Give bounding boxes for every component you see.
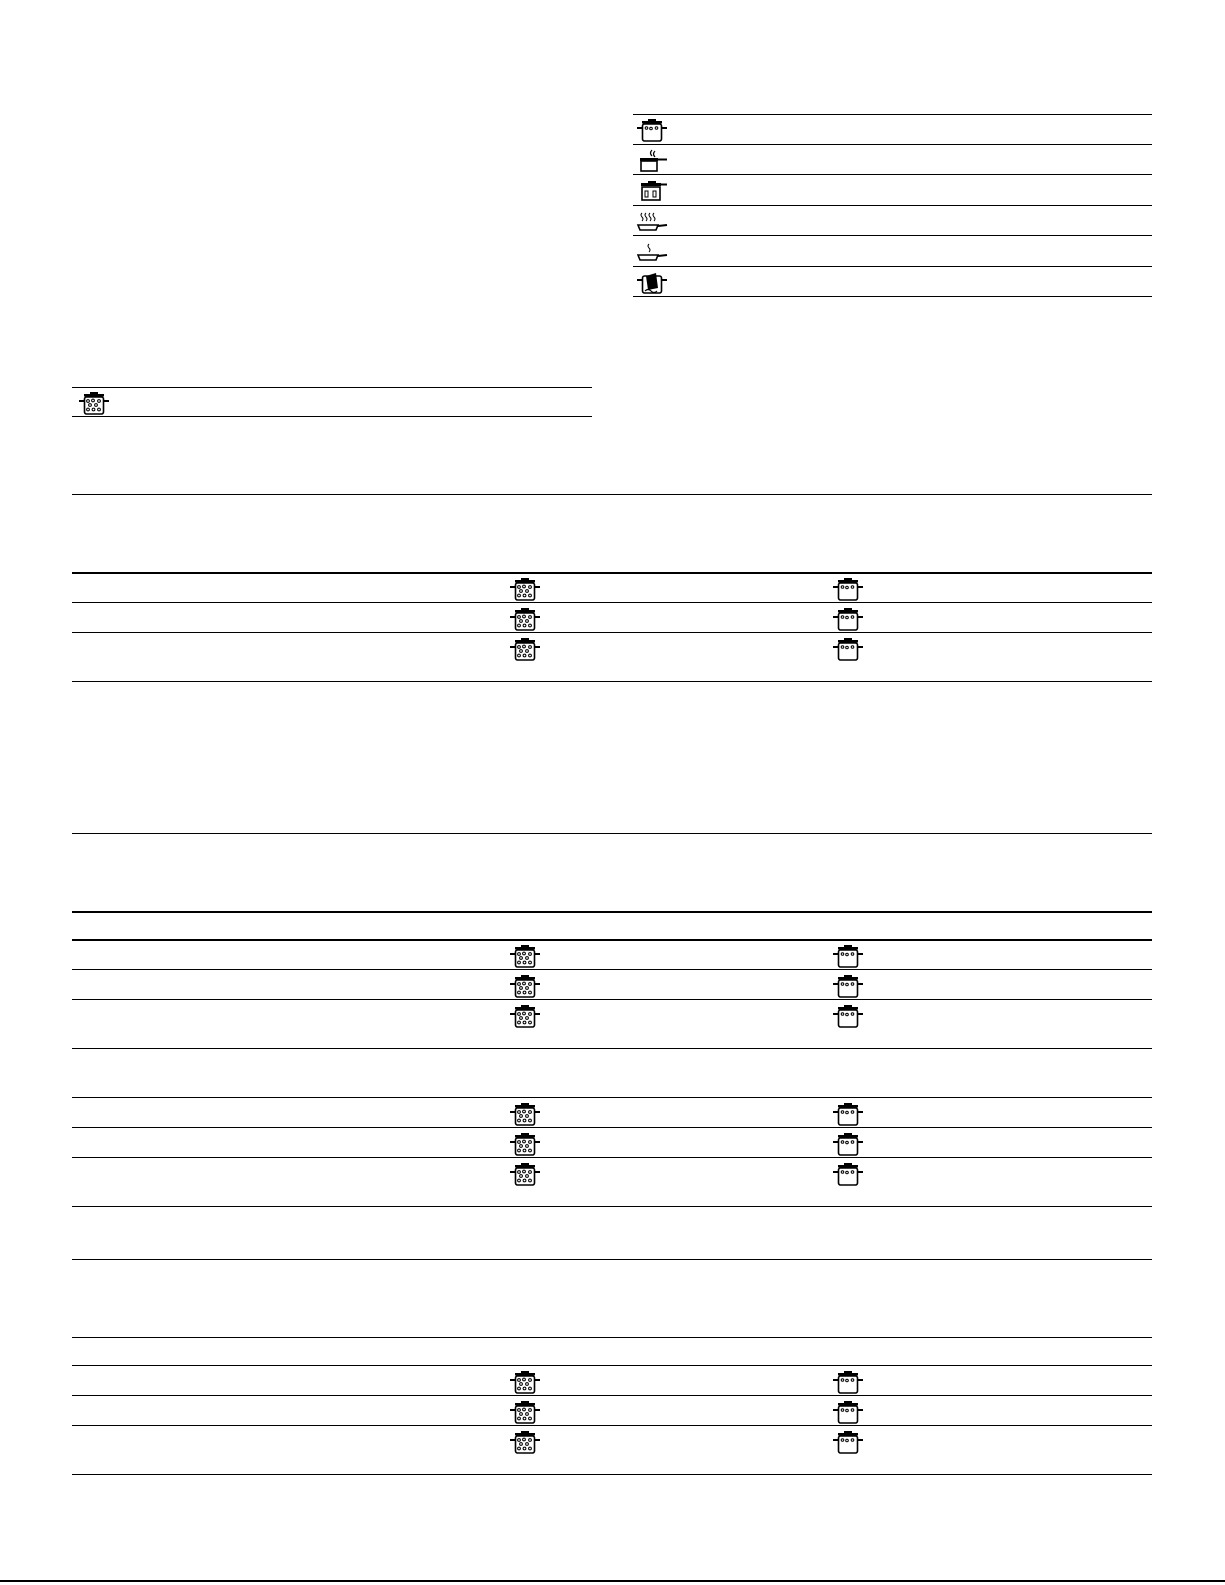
pot-light-icon xyxy=(832,637,864,663)
pot-light-icon xyxy=(832,1102,864,1128)
table-rule xyxy=(72,1395,1152,1396)
pot-full-icon xyxy=(509,1400,541,1426)
pot-light-icon xyxy=(832,1162,864,1188)
pot-light-icon xyxy=(832,577,864,603)
pot-full-icon xyxy=(509,1430,541,1456)
legend-rule-top xyxy=(633,114,1152,115)
pot-light-icon xyxy=(832,1370,864,1396)
pot-full-icon xyxy=(509,1102,541,1128)
pot-with-book-icon xyxy=(636,270,668,296)
pot-light-icon xyxy=(832,974,864,1000)
pot-with-items-icon xyxy=(636,178,668,204)
pot-full-icon xyxy=(509,944,541,970)
legend-rule xyxy=(633,205,1152,206)
page-bottom-rule xyxy=(0,1580,1225,1582)
pot-with-food-icon xyxy=(636,118,668,144)
legend-rule xyxy=(633,235,1152,236)
table-rule xyxy=(72,681,1152,682)
pressure-cooker-icon xyxy=(636,148,668,174)
pot-full-icon xyxy=(509,577,541,603)
table-rule xyxy=(72,1048,1152,1049)
table-rule xyxy=(72,1474,1152,1475)
pot-light-icon xyxy=(832,1430,864,1456)
table-rule xyxy=(72,602,1152,603)
pot-full-icon xyxy=(509,607,541,633)
table-rule xyxy=(72,999,1152,1000)
legend-rule xyxy=(633,266,1152,267)
key-rule-top xyxy=(72,387,592,388)
frying-pan-steam-icon xyxy=(636,209,668,235)
pot-full-icon xyxy=(509,1004,541,1030)
legend-rule xyxy=(633,144,1152,145)
table-rule xyxy=(72,1337,1152,1338)
table-rule xyxy=(72,911,1152,913)
pot-light-icon xyxy=(832,1004,864,1030)
table-rule xyxy=(72,572,1152,574)
table-rule xyxy=(72,969,1152,970)
table-rule xyxy=(72,1157,1152,1158)
pot-full-icon xyxy=(509,1162,541,1188)
table-rule xyxy=(72,1365,1152,1366)
pot-full-icon xyxy=(509,974,541,1000)
table-rule xyxy=(72,1206,1152,1207)
pot-full-icon xyxy=(509,1370,541,1396)
pot-light-icon xyxy=(832,1132,864,1158)
table-rule xyxy=(72,1425,1152,1426)
pot-full-icon xyxy=(509,1132,541,1158)
table-rule xyxy=(72,1127,1152,1128)
pot-light-icon xyxy=(832,944,864,970)
table-rule xyxy=(72,632,1152,633)
section-rule xyxy=(72,494,1152,495)
table-rule xyxy=(72,1097,1152,1098)
section-rule xyxy=(72,833,1152,834)
legend-rule-bottom xyxy=(633,296,1152,297)
legend-rule xyxy=(633,174,1152,175)
table-rule xyxy=(72,939,1152,941)
frying-pan-icon xyxy=(636,239,668,265)
pot-full-icon xyxy=(509,637,541,663)
pot-full-icon xyxy=(78,391,110,417)
pot-light-icon xyxy=(832,1400,864,1426)
section-rule xyxy=(72,1259,1152,1260)
pot-light-icon xyxy=(832,607,864,633)
key-rule-bottom xyxy=(72,416,592,417)
